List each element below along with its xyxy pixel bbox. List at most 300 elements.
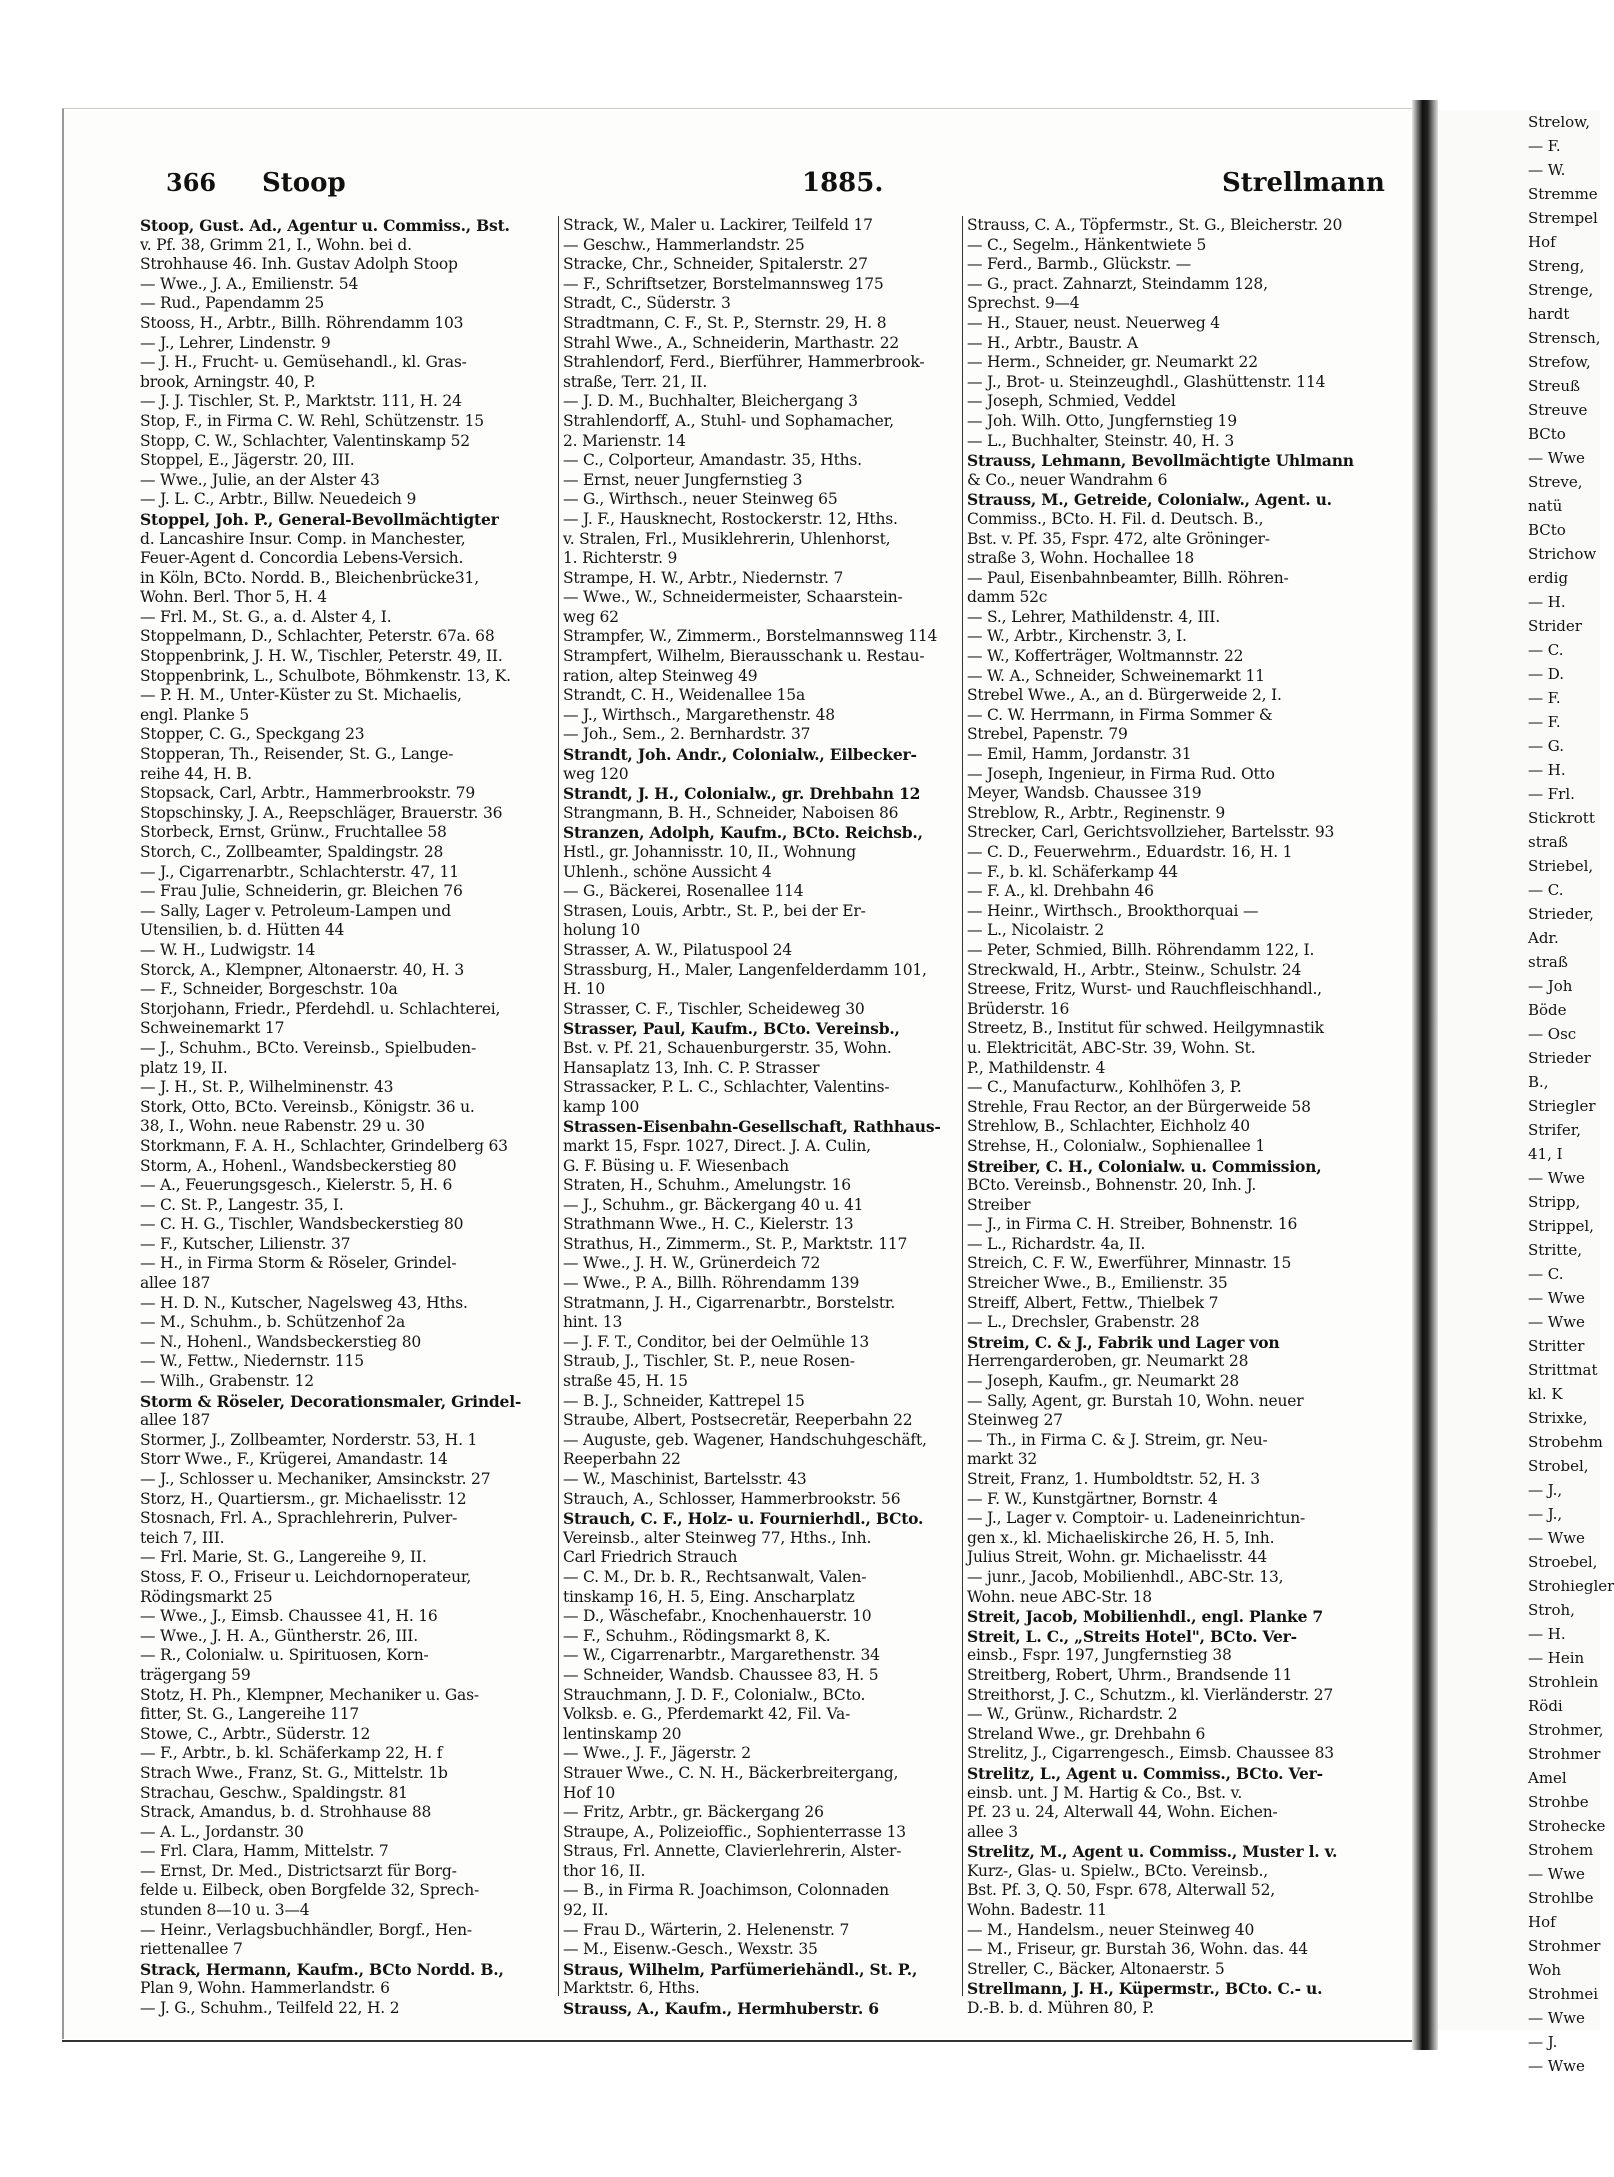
directory-entry: Volksb. e. G., Pferdemarkt 42, Fil. Va- — [563, 1705, 851, 1724]
directory-entry: Strellmann, J. H., Küpermstr., BCto. C.- u. — [967, 1979, 1323, 1999]
directory-entry: Stoppelmann, D., Schlachter, Peterstr. 67a. 68 — [140, 627, 495, 646]
directory-entry: Strahl Wwe., A., Schneiderin, Marthastr. 22 — [563, 333, 900, 352]
directory-entry: Strampe, H. W., Arbtr., Niedernstr. 7 — [563, 568, 844, 587]
directory-entry: weg 62 — [563, 607, 619, 626]
directory-entry: in Köln, BCto. Nordd. B., Bleichenbrücke31, — [140, 568, 479, 587]
directory-entry: Uhlenh., schöne Aussicht 4 — [563, 862, 772, 881]
adjacent-page-edge — [1438, 110, 1614, 2075]
directory-entry: Stopp, C. W., Schlachter, Valentinskamp 52 — [140, 431, 470, 450]
adjacent-page-fragment: Strohmer, — [1528, 1721, 1604, 1739]
adjacent-page-fragment: Streuve — [1528, 401, 1588, 419]
directory-entry: Reeperbahn 22 — [563, 1450, 681, 1469]
directory-entry: Storm & Röseler, Decorationsmaler, Grindel- — [140, 1391, 522, 1411]
directory-entry: — H., in Firma Storm & Röseler, Grindel- — [140, 1254, 457, 1273]
directory-entry: — Frl. M., St. G., a. d. Alster 4, I. — [140, 607, 392, 626]
adjacent-page-fragment: — Osc — [1528, 1025, 1577, 1043]
adjacent-page-fragment: Stripp, — [1528, 1193, 1581, 1211]
directory-entry: ration, altер Steinweg 49 — [563, 666, 758, 685]
directory-entry: — W., Maschinist, Bartelsstr. 43 — [563, 1470, 807, 1488]
directory-entry: stunden 8—10 u. 3—4 — [140, 1901, 310, 1920]
column-1 — [140, 216, 540, 2018]
adjacent-page-fragment: Strobehm — [1528, 1433, 1603, 1451]
adjacent-page-fragment: Hof — [1528, 1913, 1556, 1931]
directory-entry: Strack, Amandus, b. d. Strohhause 88 — [140, 1803, 432, 1822]
adjacent-page-fragment: erdig — [1528, 569, 1569, 587]
directory-entry: gen x., kl. Michaeliskirche 26, H. 5, Inh. — [967, 1528, 1275, 1547]
directory-entry: — L., Buchhalter, Steinstr. 40, H. 3 — [967, 431, 1234, 450]
page-number: 366 — [166, 168, 217, 197]
adjacent-page-fragment: — Wwe — [1528, 449, 1585, 467]
directory-entry: Streland Wwe., gr. Drehbahn 6 — [967, 1724, 1206, 1743]
directory-entry: Storjohann, Friedr., Pferdehdl. u. Schlachterei, — [140, 999, 501, 1018]
directory-entry: — C. H. G., Tischler, Wandsbeckerstieg 80 — [140, 1215, 464, 1234]
adjacent-page-fragment: Stroh, — [1528, 1601, 1575, 1619]
adjacent-page-fragment: Strider — [1528, 617, 1582, 635]
directory-entry: Strauch, C. F., Holz- u. Fournierhdl., BCto. — [563, 1509, 924, 1529]
directory-entry: — N., Hohenl., Wandsbeckerstieg 80 — [140, 1332, 422, 1351]
directory-entry: brook, Arningstr. 40, P. — [140, 372, 316, 391]
directory-entry: Stradtmann, C. F., St. P., Sternstr. 29, H. 8 — [563, 313, 887, 332]
directory-entry: — F., Arbtr., b. kl. Schäferkamp 22, H. f — [140, 1744, 443, 1763]
directory-entry: — J., Schuhm., BCto. Vereinsb., Spielbuden- — [140, 1038, 476, 1057]
directory-entry: Hansaplatz 13, Inh. C. P. Strasser — [563, 1058, 820, 1077]
directory-entry: reihe 44, H. B. — [140, 764, 252, 783]
directory-entry: Streich, C. F. W., Ewerführer, Minnastr. 15 — [967, 1254, 1292, 1273]
adjacent-page-fragment: — H. — [1528, 1625, 1566, 1643]
directory-entry: Steinweg 27 — [967, 1411, 1063, 1430]
adjacent-page-fragment: Strifer, — [1528, 1121, 1581, 1139]
directory-entry: — C., Colporteur, Amandastr. 35, Hths. — [563, 451, 862, 470]
adjacent-page-fragment: Striebel, — [1528, 857, 1594, 875]
directory-entry: H. 10 — [563, 980, 606, 999]
adjacent-page-fragment: — Hein — [1528, 1649, 1585, 1667]
directory-entry: Strauss, A., Kaufm., Hermhuberstr. 6 — [563, 1999, 879, 2019]
directory-entry: — Auguste, geb. Wagener, Handschuhgeschäft, — [563, 1430, 927, 1449]
directory-entry: 2. Marienstr. 14 — [563, 431, 686, 450]
adjacent-page-fragment: Strefow, — [1528, 353, 1591, 371]
directory-entry: — W. H., Ludwigstr. 14 — [140, 940, 316, 959]
directory-entry: — B. J., Schneider, Kattrepel 15 — [563, 1391, 805, 1410]
directory-entry: — J. F., Hausknecht, Rostockerstr. 12, Hths. — [563, 509, 898, 528]
directory-entry: — Ernst, neuer Jungfernstieg 3 — [563, 470, 803, 489]
directory-entry: Strasser, C. F., Tischler, Scheideweg 30 — [563, 999, 865, 1018]
directory-entry: Stopschinsky, J. A., Reepschläger, Brauerstr. 36 — [140, 803, 503, 822]
directory-entry: — Frau Julie, Schneiderin, gr. Bleichen 76 — [140, 882, 463, 901]
directory-entry: Stratmann, J. H., Cigarrenarbtr., Borstelstr. — [563, 1293, 896, 1312]
directory-entry: Strauss, M., Getreide, Colonialw., Agent. u. — [967, 490, 1332, 510]
directory-entry: Vereinsb., alter Steinweg 77, Hths., Inh. — [563, 1528, 872, 1547]
directory-entry: markt 32 — [967, 1450, 1038, 1469]
directory-entry: Storck, A., Klempner, Altonaerstr. 40, H. 3 — [140, 960, 465, 979]
directory-entry: Strelitz, L., Agent u. Commiss., BCto. Ver- — [967, 1763, 1323, 1783]
directory-entry: 92, II. — [563, 1901, 609, 1920]
directory-entry: Stracke, Chr., Schneider, Spitalerstr. 27 — [563, 255, 868, 274]
directory-entry: Wohn. Badestr. 11 — [967, 1901, 1107, 1920]
directory-entry: Streese, Fritz, Wurst- und Rauchfleischhandl., — [967, 980, 1322, 999]
directory-entry: Stopper, C. G., Speckgang 23 — [140, 725, 365, 744]
directory-entry: Wohn. Berl. Thor 5, H. 4 — [140, 588, 327, 607]
directory-entry: — J., Cigarrenarbtr., Schlachterstr. 47, 11 — [140, 862, 459, 881]
directory-entry: Strassburg, H., Maler, Langenfelderdamm 101, — [563, 960, 927, 979]
directory-entry: Storr Wwe., F., Krügerei, Amandastr. 14 — [140, 1450, 448, 1469]
directory-entry: Stooss, H., Arbtr., Billh. Röhrendamm 103 — [140, 313, 464, 332]
directory-entry: — C. D., Feuerwehrm., Eduardstr. 16, H. 1 — [967, 843, 1293, 861]
directory-entry: — A., Feuerungsgesch., Kielerstr. 5, H. 6 — [140, 1176, 453, 1195]
adjacent-page-fragment: Strohlbe — [1528, 1889, 1594, 1907]
adjacent-page-fragment: — J., — [1528, 1481, 1563, 1499]
directory-entry: — Ferd., Barmb., Glückstr. — — [967, 255, 1192, 274]
directory-entry: — C. St. P., Langestr. 35, I. — [140, 1195, 344, 1214]
column-3 — [962, 216, 1377, 2018]
directory-entry: — J. F. T., Conditor, bei der Oelmühle 13 — [563, 1332, 869, 1351]
directory-entry: — J. L. C., Arbtr., Billw. Neuedeich 9 — [140, 490, 417, 509]
directory-entry: Strohhause 46. Inh. Gustav Adolph Stoop — [140, 255, 458, 274]
adjacent-page-fragment: Stritte, — [1528, 1241, 1582, 1259]
directory-entry: Meyer, Wandsb. Chaussee 319 — [967, 784, 1202, 803]
directory-entry: — G., Wirthsch., neuer Steinweg 65 — [563, 490, 838, 509]
directory-entry: Streiber — [967, 1195, 1031, 1214]
adjacent-page-fragment: Streve, — [1528, 473, 1583, 491]
directory-entry: straße, Terr. 21, II. — [563, 372, 708, 391]
adjacent-page-fragment: — J., — [1528, 1505, 1563, 1523]
directory-entry: — Th., in Firma C. & J. Streim, gr. Neu- — [967, 1430, 1268, 1449]
adjacent-page-fragment: — C. — [1528, 641, 1564, 659]
directory-entry: Stop, F., in Firma C. W. Rehl, Schützenstr. 15 — [140, 411, 484, 430]
directory-entry: Stowe, C., Arbtr., Süderstr. 12 — [140, 1724, 371, 1743]
directory-entry: Rödingsmarkt 25 — [140, 1587, 273, 1606]
directory-entry: Streiber, C. H., Colonialw. u. Commission, — [967, 1156, 1322, 1176]
directory-entry: — J., Lehrer, Lindenstr. 9 — [140, 333, 331, 352]
directory-entry: hint. 13 — [563, 1313, 623, 1332]
directory-entry: — G., pract. Zahnarzt, Steindamm 128, — [967, 274, 1268, 293]
directory-entry: & Co., neuer Wandrahm 6 — [967, 470, 1168, 489]
adjacent-page-fragment: — H. — [1528, 761, 1566, 779]
directory-entry: Stoppenbrink, L., Schulbote, Böhmkenstr. 13, K. — [140, 666, 511, 685]
directory-entry: — L., Drechsler, Grabenstr. 28 — [967, 1313, 1200, 1332]
adjacent-page-fragment: Strohmer — [1528, 1745, 1601, 1763]
year-heading: 1885. — [802, 168, 884, 198]
adjacent-page-fragment: natü — [1528, 497, 1563, 515]
directory-entry: — J., Schlosser u. Mechaniker, Amsinckstr. 27 — [140, 1470, 491, 1488]
adjacent-page-fragment: — G. — [1528, 737, 1564, 755]
directory-entry: Streiff, Albert, Fettw., Thielbek 7 — [967, 1293, 1219, 1312]
directory-entry: Strathus, H., Zimmerm., St. P., Marktstr. 117 — [563, 1234, 908, 1253]
directory-entry: — F., b. kl. Schäferkamp 44 — [967, 862, 1178, 881]
directory-entry: Streitberg, Robert, Uhrm., Brandsende 11 — [967, 1665, 1293, 1684]
directory-entry: Carl Friedrich Strauch — [563, 1548, 738, 1567]
directory-entry: Streckwald, H., Arbtr., Steinw., Schulstr. 24 — [967, 960, 1302, 979]
directory-entry: Stotz, H. Ph., Klempner, Mechaniker u. Gas- — [140, 1685, 479, 1704]
directory-entry: — C. W. Herrmann, in Firma Sommer & — [967, 705, 1273, 724]
directory-entry: Hstl., gr. Johannisstr. 10, II., Wohnung — [563, 843, 856, 861]
adjacent-page-fragment: Streng, — [1528, 257, 1585, 275]
directory-entry: Strahlendorff, A., Stuhl- und Sophamacher, — [563, 411, 894, 430]
directory-entry: Strampfert, Wilhelm, Bierausschank u. Restau- — [563, 647, 925, 666]
directory-entry: — Joseph, Schmied, Veddel — [967, 392, 1176, 411]
directory-entry: allee 3 — [967, 1822, 1018, 1841]
directory-entry: Stradt, C., Süderstr. 3 — [563, 294, 731, 313]
directory-entry: Storch, C., Zollbeamter, Spaldingstr. 28 — [140, 843, 444, 861]
directory-entry: — J., Brot- u. Steinzeughdl., Glashüttenstr. 114 — [967, 372, 1326, 391]
directory-entry: Strach Wwe., Franz, St. G., Mittelstr. 1b — [140, 1763, 448, 1782]
directory-entry: — Heinr., Wirthsch., Brookthorquai — — [967, 901, 1259, 920]
directory-entry: Strehle, Frau Rector, an der Bürgerweide 58 — [967, 1097, 1311, 1116]
directory-entry: Sprechst. 9—4 — [967, 294, 1080, 313]
directory-entry: Brüderstr. 16 — [967, 999, 1070, 1018]
directory-entry: Strampfer, W., Zimmerm., Borstelmannsweg 114 — [563, 627, 938, 646]
directory-entry: Utensilien, b. d. Hütten 44 — [140, 921, 345, 940]
directory-entry: — Wwe., Julie, an der Alster 43 — [140, 470, 380, 489]
adjacent-page-fragment: Strohbe — [1528, 1793, 1589, 1811]
directory-entry: D.-B. b. d. Mühren 80, P. — [967, 1999, 1154, 2018]
directory-entry: — J. H., Frucht- u. Gemüsehandl., kl. Gras- — [140, 353, 467, 372]
directory-entry: Strebel Wwe., A., an d. Bürgerweide 2, I. — [967, 686, 1282, 705]
directory-entry: markt 15, Fspr. 1027, Direct. J. A. Culin, — [563, 1136, 871, 1155]
directory-entry: d. Lancashire Insur. Comp. in Manchester, — [140, 529, 466, 548]
adjacent-page-fragment: — Wwe — [1528, 1529, 1585, 1547]
directory-entry: — Wwe., J. A., Emilienstr. 54 — [140, 274, 359, 293]
directory-entry: — Peter, Schmied, Billh. Röhrendamm 122, I. — [967, 940, 1315, 959]
adjacent-page-fragment: — D. — [1528, 665, 1565, 683]
directory-entry: Storz, H., Quartiersm., gr. Michaelisstr. 12 — [140, 1489, 467, 1508]
directory-entry: — B., in Firma R. Joachimson, Colonnaden — [563, 1881, 889, 1900]
directory-entry: Storkmann, F. A. H., Schlachter, Grindelberg 63 — [140, 1136, 508, 1155]
directory-entry: Julius Streit, Wohn. gr. Michaelisstr. 44 — [967, 1548, 1267, 1567]
directory-entry: Bst. Pf. 3, Q. 50, Fspr. 678, Alterwall 52, — [967, 1881, 1275, 1900]
directory-entry: Stopperan, Th., Reisender, St. G., Lange- — [140, 745, 454, 764]
directory-entry: — A. L., Jordanstr. 30 — [140, 1822, 304, 1841]
directory-entry: Strandt, J. H., Colonialw., gr. Drehbahn 12 — [563, 784, 921, 804]
directory-entry: — F., Kutscher, Lilienstr. 37 — [140, 1234, 351, 1253]
adjacent-page-fragment: — Wwe — [1528, 1313, 1585, 1331]
directory-entry: — Wwe., J. F., Jägerstr. 2 — [563, 1744, 751, 1763]
adjacent-page-fragment: Strenge, — [1528, 281, 1594, 299]
adjacent-page-fragment: Strempel — [1528, 209, 1598, 227]
adjacent-page-fragment: Rödi — [1528, 1697, 1563, 1715]
directory-entry: Strauss, C. A., Töpfermstr., St. G., Bleicherstr. 20 — [967, 216, 1343, 234]
directory-entry: — F., Schuhm., Rödingsmarkt 8, K. — [563, 1626, 831, 1645]
directory-entry: Strauss, Lehmann, Bevollmächtigte Uhlmann — [967, 451, 1354, 471]
directory-entry: — Wwe., P. A., Billh. Röhrendamm 139 — [563, 1274, 860, 1293]
directory-entry: — F., Schneider, Borgeschstr. 10a — [140, 980, 398, 999]
directory-entry: thor 16, II. — [563, 1861, 646, 1880]
adjacent-page-fragment: — Wwe — [1528, 1169, 1585, 1187]
directory-entry: Marktstr. 6, Hths. — [563, 1979, 700, 1998]
directory-entry: G. F. Büsing u. F. Wiesenbach — [563, 1156, 789, 1175]
directory-entry: Streit, Franz, 1. Humboldtstr. 52, H. 3 — [967, 1470, 1260, 1488]
directory-entry: — J. D. M., Buchhalter, Bleichergang 3 — [563, 392, 858, 411]
directory-entry: — M., Schuhm., b. Schützenhof 2a — [140, 1313, 406, 1332]
book-spine — [1412, 100, 1438, 2050]
adjacent-page-fragment: 41, I — [1528, 1145, 1563, 1163]
directory-entry: allee 187 — [140, 1411, 211, 1430]
directory-entry: — junr., Jacob, Mobilienhdl., ABC-Str. 13, — [967, 1567, 1284, 1586]
directory-entry: — D., Wäschefabr., Knochenhauerstr. 10 — [563, 1607, 872, 1626]
directory-entry: BCto. Vereinsb., Bohnenstr. 20, Inh. J. — [967, 1176, 1257, 1195]
directory-entry: — J. J. Tischler, St. P., Marktstr. 111, H. 24 — [140, 392, 462, 411]
directory-entry: — L., Richardstr. 4a, II. — [967, 1234, 1146, 1253]
directory-entry: 1. Richterstr. 9 — [563, 549, 678, 568]
directory-entry: — M., Eisenw.-Gesch., Wexstr. 35 — [563, 1940, 818, 1959]
directory-entry: Hof 10 — [563, 1783, 616, 1802]
directory-entry: Strack, W., Maler u. Lackirer, Teilfeld 17 — [563, 216, 873, 234]
directory-entry: Straten, H., Schuhm., Amelungstr. 16 — [563, 1176, 851, 1195]
directory-entry: teich 7, III. — [140, 1528, 225, 1547]
adjacent-page-fragment: Stickrott — [1528, 809, 1595, 827]
adjacent-page-fragment: Strobel, — [1528, 1457, 1589, 1475]
directory-entry: tinskamp 16, H. 5, Eing. Anscharplatz — [563, 1587, 855, 1606]
directory-entry: — H., Arbtr., Baustr. A — [967, 333, 1138, 352]
directory-entry: Straus, Frl. Annette, Clavierlehrerin, Alster- — [563, 1842, 902, 1861]
directory-entry: Stoop, Gust. Ad., Agentur u. Commiss., Bst. — [140, 216, 510, 235]
adjacent-page-fragment: — F. — [1528, 689, 1561, 707]
left-catchword: Stoop — [262, 168, 346, 198]
directory-entry: Strecker, Carl, Gerichtsvollzieher, Bartelsstr. 93 — [967, 823, 1335, 842]
directory-entry: Stoss, F. O., Friseur u. Leichdornoperateur, — [140, 1567, 472, 1586]
directory-entry: — J. H., St. P., Wilhelminenstr. 43 — [140, 1078, 394, 1097]
adjacent-page-fragment: Strippel, — [1528, 1217, 1594, 1235]
directory-entry: — G., Bäckerei, Rosenallee 114 — [563, 882, 804, 901]
directory-entry: — Sally, Lager v. Petroleum-Lampen und — [140, 901, 451, 920]
adjacent-page-fragment: Amel — [1528, 1769, 1567, 1787]
adjacent-page-fragment: hardt — [1528, 305, 1570, 323]
directory-entry: — M., Handelsm., neuer Steinweg 40 — [967, 1920, 1255, 1939]
directory-entry: Strebel, Papenstr. 79 — [967, 725, 1128, 744]
directory-entry: Strelitz, J., Cigarrengesch., Eimsb. Chaussee 83 — [967, 1744, 1334, 1763]
directory-entry: — F., Schriftsetzer, Borstelmannsweg 175 — [563, 274, 884, 293]
directory-entry: — Frl. Clara, Hamm, Mittelstr. 7 — [140, 1842, 389, 1861]
directory-entry: — W., Cigarrenarbtr., Margarethenstr. 34 — [563, 1646, 880, 1665]
directory-entry: — F. A., kl. Drehbahn 46 — [967, 882, 1154, 901]
adjacent-page-fragment: — C. — [1528, 881, 1564, 899]
adjacent-page-fragment: kl. K — [1528, 1385, 1563, 1403]
adjacent-page-fragment: straß — [1528, 833, 1568, 851]
directory-entry: — Ernst, Dr. Med., Districtsarzt für Borg- — [140, 1861, 457, 1880]
directory-entry: — P. H. M., Unter-Küster zu St. Michaelis, — [140, 686, 462, 705]
directory-entry: — Herm., Schneider, gr. Neumarkt 22 — [967, 353, 1258, 372]
directory-entry: Streller, C., Bäcker, Altonaerstr. 5 — [967, 1959, 1225, 1978]
directory-entry: — Wwe., J., Eimsb. Chaussee 41, H. 16 — [140, 1607, 438, 1626]
directory-entry: — F. W., Kunstgärtner, Bornstr. 4 — [967, 1489, 1218, 1508]
adjacent-page-fragment: — Wwe — [1528, 1865, 1585, 1883]
directory-entry: Stopsack, Carl, Arbtr., Hammerbrookstr. 79 — [140, 784, 475, 803]
adjacent-page-fragment: — F. — [1528, 137, 1561, 155]
directory-entry: Stranzen, Adolph, Kaufm., BCto. Reichsb., — [563, 823, 923, 843]
directory-entry: v. Pf. 38, Grimm 21, I., Wohn. bei d. — [140, 235, 412, 254]
directory-entry: — Wwe., W., Schneidermeister, Schaarstein- — [563, 588, 903, 607]
directory-entry: kamp 100 — [563, 1097, 640, 1116]
directory-entry: — Joseph, Kaufm., gr. Neumarkt 28 — [967, 1372, 1240, 1391]
adjacent-page-fragment: Stroebel, — [1528, 1553, 1598, 1571]
directory-entry: — H. D. N., Kutscher, Nagelsweg 43, Hths. — [140, 1293, 468, 1312]
directory-entry: Strehse, H., Colonialw., Sophienallee 1 — [967, 1136, 1265, 1155]
directory-entry: Strack, Hermann, Kaufm., BCto Nordd. B., — [140, 1959, 504, 1979]
directory-entry: — Frau D., Wärterin, 2. Helenenstr. 7 — [563, 1920, 850, 1939]
adjacent-page-fragment: Strittmat — [1528, 1361, 1598, 1379]
directory-entry: 38, I., Wohn. neue Rabenstr. 29 u. 30 — [140, 1117, 425, 1136]
directory-entry: — W., Grünw., Richardstr. 2 — [967, 1705, 1178, 1724]
adjacent-page-fragment: Strohmer — [1528, 1937, 1601, 1955]
adjacent-page-fragment: Strelow, — [1528, 113, 1591, 131]
adjacent-page-fragment: Hof — [1528, 233, 1556, 251]
directory-entry: — J. G., Schuhm., Teilfeld 22, H. 2 — [140, 1999, 400, 2018]
adjacent-page-fragment: Strichow — [1528, 545, 1597, 563]
directory-entry: Storbeck, Ernst, Grünw., Fruchtallee 58 — [140, 823, 447, 842]
adjacent-page-fragment: Adr. — [1528, 929, 1559, 947]
directory-entry: — Fritz, Arbtr., gr. Bäckergang 26 — [563, 1803, 824, 1822]
adjacent-page-fragment: Strohecke — [1528, 1817, 1606, 1835]
directory-entry: Streblow, R., Arbtr., Reginenstr. 9 — [967, 803, 1226, 822]
directory-entry: — Rud., Papendamm 25 — [140, 294, 325, 313]
directory-entry: Stoppenbrink, J. H. W., Tischler, Peterstr. 49, II. — [140, 647, 503, 666]
adjacent-page-fragment: — Frl. — [1528, 785, 1575, 803]
adjacent-page-fragment: — J. — [1528, 2033, 1558, 2051]
directory-entry: Strathmann Wwe., H. C., Kielerstr. 13 — [563, 1215, 854, 1234]
adjacent-page-fragment: Strohmei — [1528, 1985, 1599, 2003]
directory-entry: Storm, A., Hohenl., Wandsbeckerstieg 80 — [140, 1156, 457, 1175]
directory-entry: — Emil, Hamm, Jordanstr. 31 — [967, 745, 1192, 764]
adjacent-page-fragment: — Joh — [1528, 977, 1573, 995]
directory-entry: Streetz, B., Institut für schwed. Heilgymnastik — [967, 1019, 1324, 1038]
directory-entry: — H., Stauer, neust. Neuerweg 4 — [967, 313, 1220, 332]
adjacent-page-fragment: Strohlein — [1528, 1673, 1599, 1691]
adjacent-page-fragment: Strieder, — [1528, 905, 1594, 923]
directory-entry: Strauer Wwe., C. N. H., Bäckerbreitergang, — [563, 1763, 899, 1782]
directory-entry: Herrengarderoben, gr. Neumarkt 28 — [967, 1352, 1249, 1371]
directory-entry: Pf. 23 u. 24, Alterwall 44, Wohn. Eichen- — [967, 1803, 1278, 1822]
adjacent-page-fragment: Strohem — [1528, 1841, 1594, 1859]
adjacent-page-fragment: Strieder — [1528, 1049, 1591, 1067]
right-catchword: Strellmann — [1222, 168, 1385, 198]
directory-entry: Strauchmann, J. D. F., Colonialw., BCto. — [563, 1685, 866, 1704]
directory-entry: — W. A., Schneider, Schweinemarkt 11 — [967, 666, 1265, 685]
directory-entry: Stosnach, Frl. A., Sprachlehrerin, Pulver- — [140, 1509, 458, 1528]
directory-entry: platz 19, II. — [140, 1058, 228, 1077]
directory-entry: Stoppel, Joh. P., General-Bevollmächtigter — [140, 509, 499, 529]
column-2 — [558, 216, 963, 2019]
adjacent-page-fragment: — C. — [1528, 1265, 1564, 1283]
directory-entry: — M., Friseur, gr. Burstah 36, Wohn. das. 44 — [967, 1940, 1308, 1959]
directory-entry: Wohn. neue ABC-Str. 18 — [967, 1587, 1152, 1606]
directory-entry: Strasen, Louis, Arbtr., St. P., bei der Er- — [563, 901, 866, 920]
directory-entry: — R., Colonialw. u. Spirituosen, Korn- — [140, 1646, 429, 1665]
directory-entry: — C., Manufacturw., Kohlhöfen 3, P. — [967, 1078, 1242, 1097]
directory-entry: Strauch, A., Schlosser, Hammerbrookstr. 56 — [563, 1489, 901, 1508]
directory-entry: Straupe, A., Polizeioffic., Sophienterrasse 13 — [563, 1822, 906, 1841]
directory-entry: Streit, L. C., „Streits Hotel", BCto. Ver- — [967, 1626, 1297, 1646]
adjacent-page-fragment: — W. — [1528, 161, 1566, 179]
bottom-rule — [62, 2040, 1412, 2042]
directory-entry: holung 10 — [563, 921, 641, 940]
adjacent-page-fragment: Streuß — [1528, 377, 1581, 395]
directory-entry: Commiss., BCto. H. Fil. d. Deutsch. B., — [967, 509, 1264, 528]
directory-entry: — W., Arbtr., Kirchenstr. 3, I. — [967, 627, 1187, 646]
directory-entry: engl. Planke 5 — [140, 705, 250, 724]
directory-entry: — Geschw., Hammerlandstr. 25 — [563, 235, 805, 254]
directory-entry: Kurz-, Glas- u. Spielw., BCto. Vereinsb., — [967, 1861, 1268, 1880]
directory-entry: Strandt, C. H., Weidenallee 15a — [563, 686, 806, 705]
adjacent-page-fragment: — Wwe — [1528, 1289, 1585, 1307]
directory-entry: straße 3, Wohn. Hochallee 18 — [967, 549, 1195, 568]
directory-entry: riettenallee 7 — [140, 1940, 243, 1959]
adjacent-page-fragment: Strohiegler — [1528, 1577, 1614, 1595]
directory-entry: einsb. unt. J M. Hartig & Co., Bst. v. — [967, 1783, 1243, 1802]
directory-entry: trägergang 59 — [140, 1665, 251, 1684]
directory-entry: Streit, Jacob, Mobilienhdl., engl. Planke 7 — [967, 1607, 1324, 1627]
directory-entry: Stormer, J., Zollbeamter, Norderstr. 53, H. 1 — [140, 1430, 478, 1449]
directory-entry: Streim, C. & J., Fabrik und Lager von — [967, 1332, 1280, 1352]
adjacent-page-fragment: straß — [1528, 953, 1568, 971]
